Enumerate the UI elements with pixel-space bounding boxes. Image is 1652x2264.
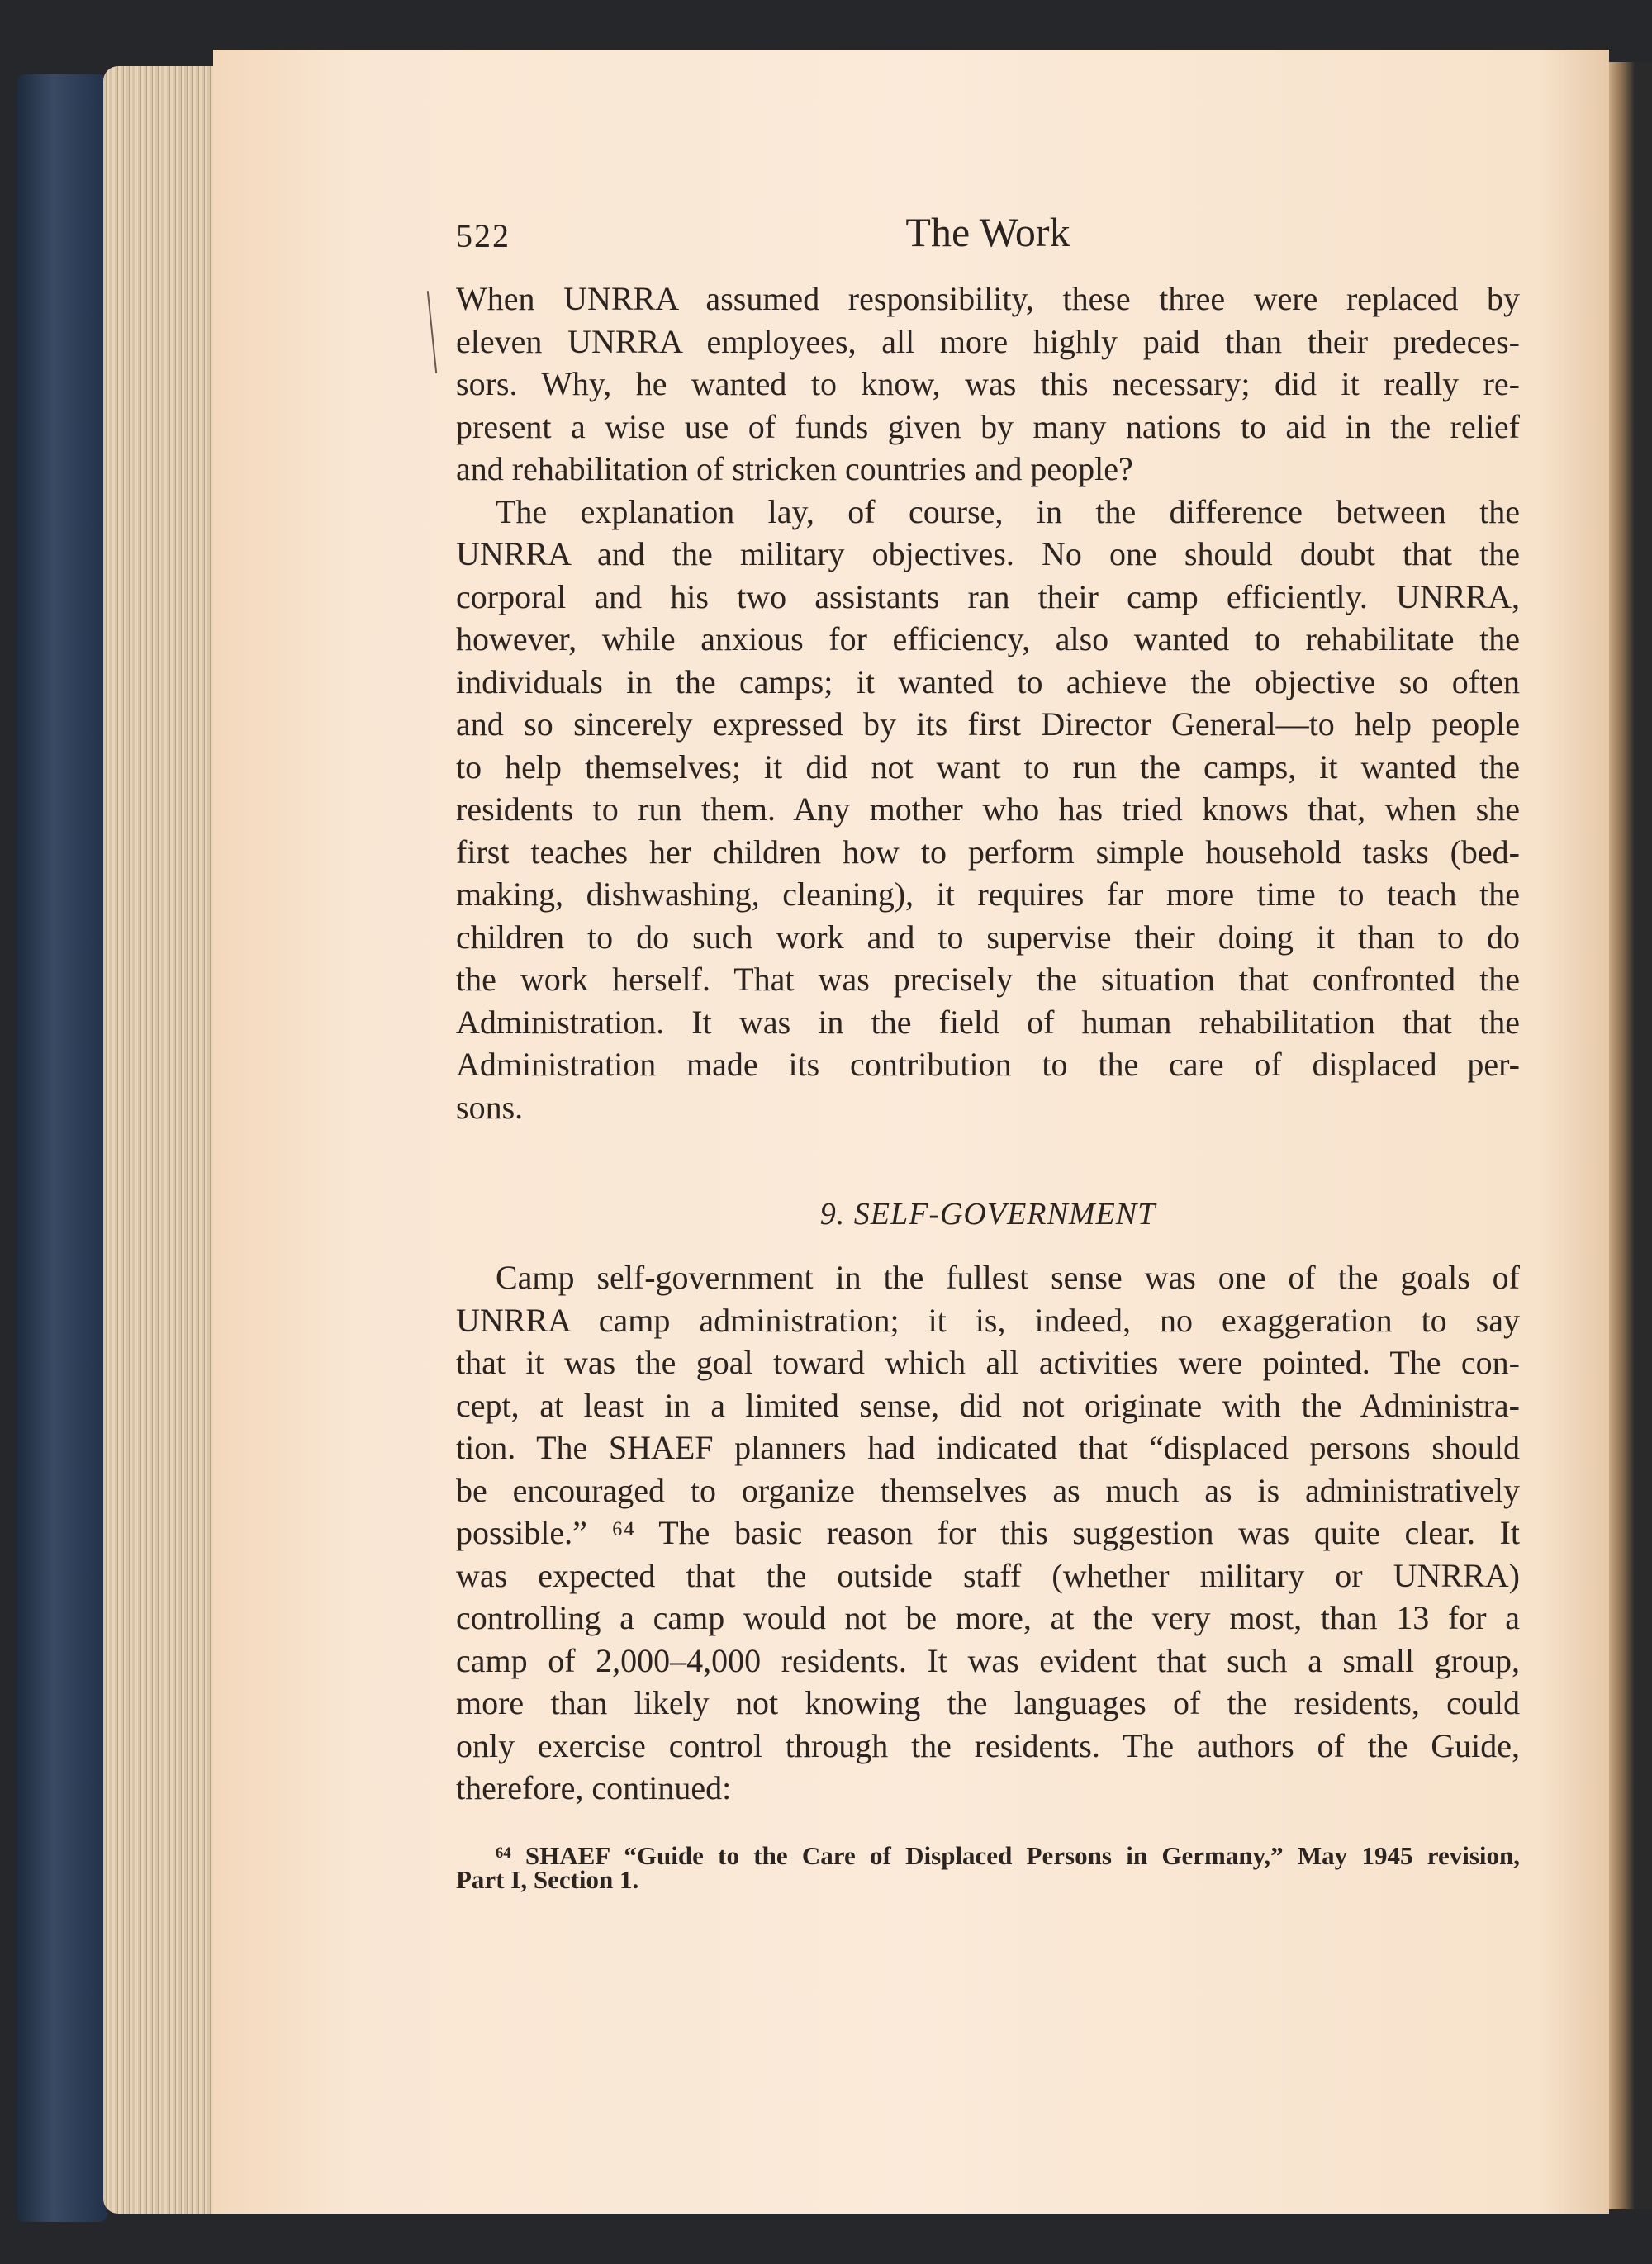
running-title: The Work xyxy=(905,209,1070,255)
body-text-top xyxy=(456,278,1520,1128)
text-line: UNRRA and the military objectives. No one should doubt that the xyxy=(456,535,1520,572)
text-line: only exercise control through the residents. The authors of the Guide, xyxy=(456,1726,1520,1764)
page-number: 522 xyxy=(456,217,510,254)
book-cover xyxy=(17,74,107,2222)
text-line: UNRRA camp administration; it is, indeed, no exaggeration to say xyxy=(456,1301,1520,1339)
text-line: and rehabilitation of stricken countries and people? xyxy=(456,450,1133,487)
text-line: possible.” ⁶⁴ The basic reason for this suggestion was quite clear. It xyxy=(456,1514,1520,1551)
text-line: to help themselves; it did not want to run the camps, it wanted the xyxy=(456,748,1520,786)
text-line: therefore, continued: xyxy=(456,1769,732,1806)
text-line: more than likely not knowing the languages of the residents, could xyxy=(456,1684,1520,1721)
footnote-line: Part I, Section 1. xyxy=(456,1865,639,1894)
text-line: that it was the goal toward which all activities were pointed. The con- xyxy=(456,1344,1520,1381)
text-line: making, dishwashing, cleaning), it requires far more time to teach the xyxy=(456,876,1520,913)
text-line: tion. The SHAEF planners had indicated that “displaced persons should xyxy=(456,1429,1520,1466)
text-line: individuals in the camps; it wanted to achieve the objective so often xyxy=(456,662,1520,700)
text-line: was expected that the outside staff (whether military or UNRRA) xyxy=(456,1556,1520,1594)
text-line: children to do such work and to supervise their doing it than to do xyxy=(456,918,1520,956)
text-line: present a wise use of funds given by many nations to aid in the relief xyxy=(456,407,1520,445)
section-heading: 9. SELF-GOVERNMENT xyxy=(819,1197,1156,1232)
text-line: eleven UNRRA employees, all more highly paid than their predeces- xyxy=(456,322,1520,360)
book-gutter xyxy=(1609,62,1652,2209)
text-line: camp of 2,000–4,000 residents. It was evident that such a small group, xyxy=(456,1641,1520,1679)
text-line: controlling a camp would not be more, at the very most, than 13 for a xyxy=(456,1599,1520,1636)
text-line: The explanation lay, of course, in the difference between the xyxy=(496,492,1520,530)
text-line: first teaches her children how to perform simple household tasks (bed- xyxy=(456,833,1520,871)
text-line: sons. xyxy=(456,1088,524,1126)
text-line: residents to run them. Any mother who has tried knows that, when she xyxy=(456,790,1520,828)
body-text-bottom xyxy=(456,1256,1520,1810)
text-line: however, while anxious for efficiency, also wanted to rehabilitate the xyxy=(456,620,1520,657)
text-line: be encouraged to organize themselves as much as is administratively xyxy=(456,1471,1520,1509)
text-line: When UNRRA assumed responsibility, these three were replaced by xyxy=(456,280,1520,317)
text-line: Administration. It was in the field of human rehabilitation that the xyxy=(456,1003,1520,1041)
page-edges xyxy=(103,66,219,2214)
text-line: corporal and his two assistants ran their camp efficiently. UNRRA, xyxy=(456,577,1520,615)
text-line: sors. Why, he wanted to know, was this necessary; did it really re- xyxy=(456,365,1520,402)
text-line: and so sincerely expressed by its first Director General—to help people xyxy=(456,705,1520,743)
text-line: Administration made its contribution to the care of displaced per- xyxy=(456,1046,1520,1083)
text-line: cept, at least in a limited sense, did not originate with the Administra- xyxy=(456,1386,1520,1424)
footnote xyxy=(456,1841,1520,1894)
text-line: Camp self-government in the fullest sense was one of the goals of xyxy=(496,1259,1520,1296)
text-line: the work herself. That was precisely the situation that confronted the xyxy=(456,961,1520,998)
footnote-line: ⁶⁴ SHAEF “Guide to the Care of Displaced Persons in Germany,” May 1945 revision, xyxy=(496,1841,1520,1870)
